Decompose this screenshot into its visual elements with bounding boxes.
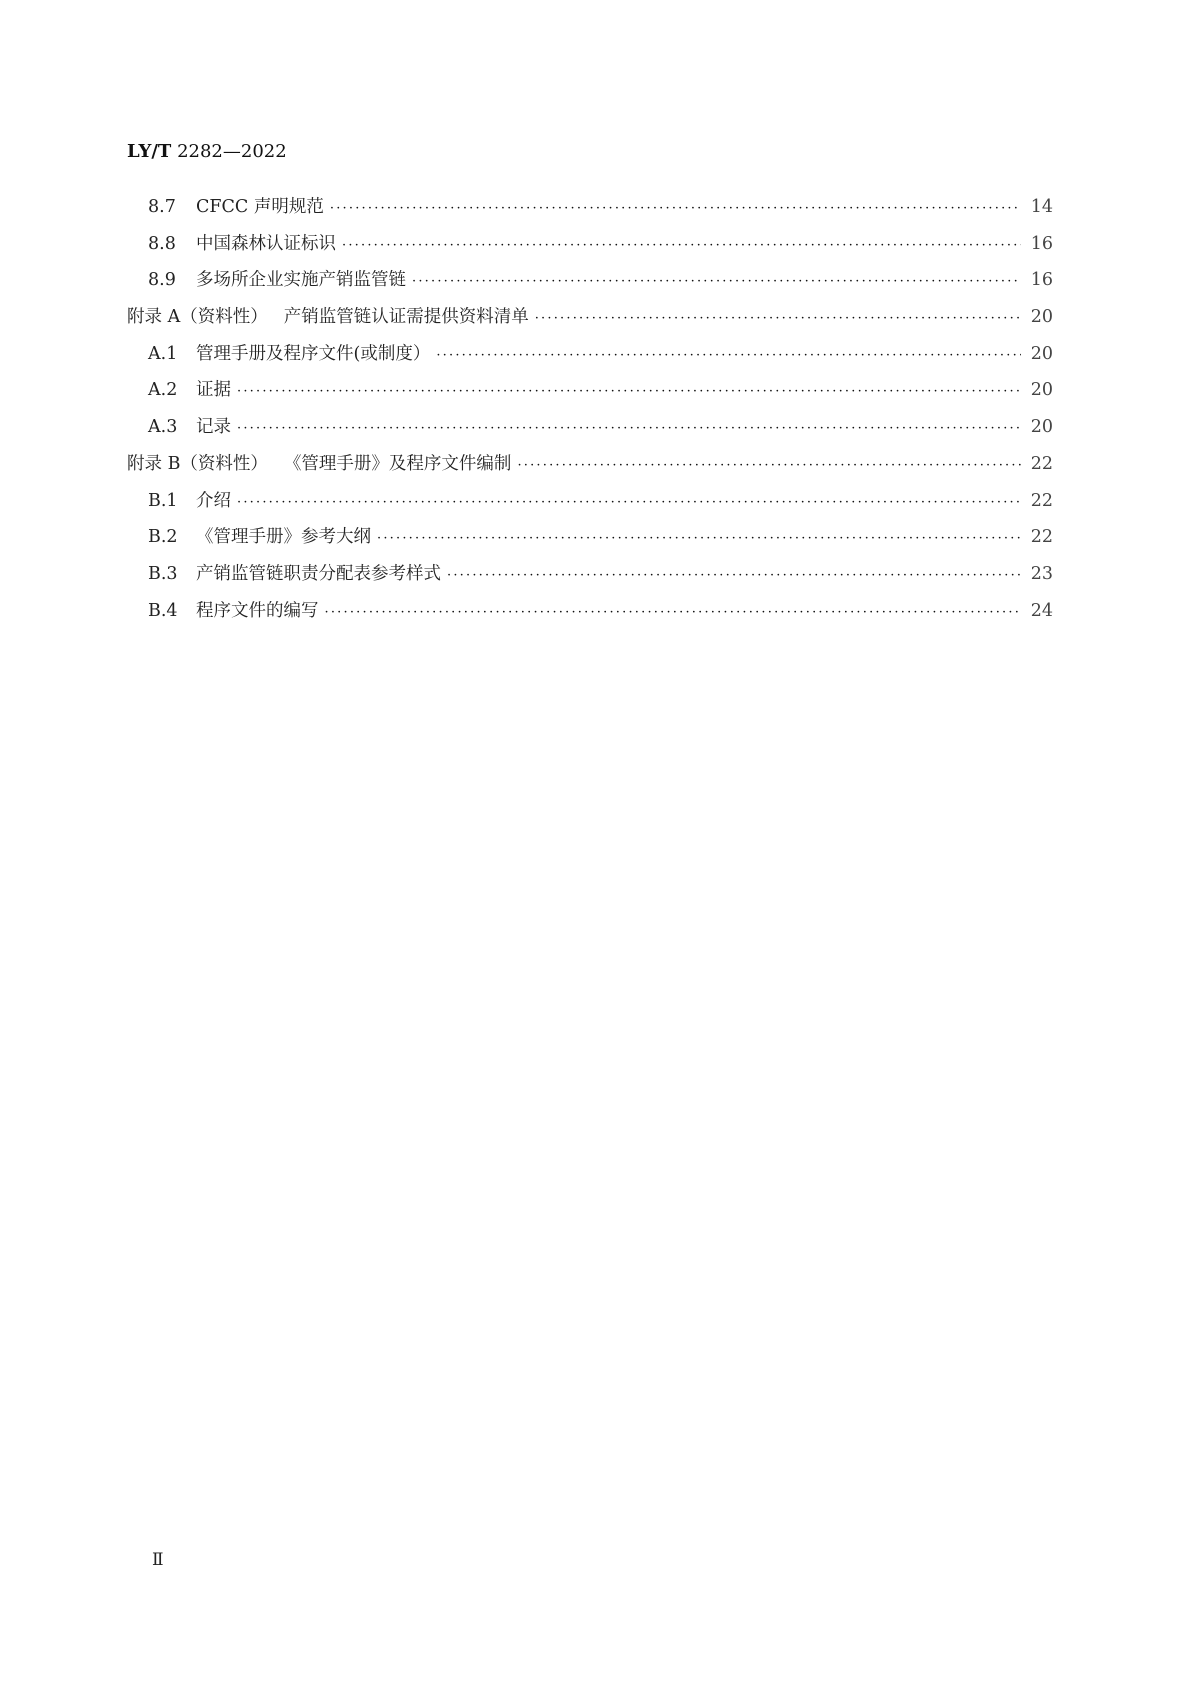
toc-entry-title: 中国森林认证标识 bbox=[196, 233, 336, 254]
toc-entry-number: 8.8 bbox=[148, 233, 176, 254]
toc-entry[interactable] bbox=[127, 413, 1053, 450]
toc-entry-number: 8.9 bbox=[148, 270, 176, 291]
dot-leader bbox=[237, 495, 1021, 510]
dot-leader bbox=[447, 568, 1021, 583]
dot-leader bbox=[342, 238, 1021, 253]
dot-leader bbox=[325, 605, 1022, 620]
toc-entry-number: 附录 A（资料性） bbox=[127, 307, 268, 328]
toc-entry-page: 20 bbox=[1030, 307, 1053, 328]
toc-entry-page: 22 bbox=[1030, 490, 1053, 511]
dot-leader bbox=[377, 531, 1021, 546]
toc-entry-page: 24 bbox=[1030, 600, 1053, 621]
toc-entry-page: 22 bbox=[1030, 527, 1053, 548]
toc-entry[interactable] bbox=[127, 193, 1053, 230]
toc-entry-title: 程序文件的编写 bbox=[196, 600, 319, 621]
toc-entry-page: 20 bbox=[1030, 417, 1053, 438]
dot-leader bbox=[412, 274, 1021, 289]
toc-entry[interactable] bbox=[127, 487, 1053, 524]
dot-leader bbox=[330, 201, 1021, 216]
toc-entry[interactable] bbox=[127, 376, 1053, 413]
toc-entry-number: B.3 bbox=[148, 563, 178, 584]
document-header bbox=[127, 141, 287, 162]
toc-entry-number: B.2 bbox=[148, 527, 178, 548]
toc-entry-page: 22 bbox=[1030, 453, 1053, 474]
standard-code: LY/T bbox=[127, 141, 172, 162]
dot-leader bbox=[237, 384, 1021, 399]
toc-entry-page: 20 bbox=[1030, 380, 1053, 401]
dot-leader bbox=[535, 311, 1021, 326]
toc-entry-page: 16 bbox=[1030, 270, 1053, 291]
toc-entry[interactable] bbox=[127, 523, 1053, 560]
toc-entry[interactable] bbox=[127, 560, 1053, 597]
dot-leader bbox=[517, 458, 1021, 473]
toc-entry-page: 16 bbox=[1030, 233, 1053, 254]
toc-entry[interactable] bbox=[127, 597, 1053, 634]
toc-entry-title: 介绍 bbox=[196, 490, 231, 511]
toc-entry-title: CFCC 声明规范 bbox=[196, 197, 324, 217]
table-of-contents bbox=[127, 193, 1053, 633]
page-number: Ⅱ bbox=[152, 1550, 164, 1570]
standard-number: 2282—2022 bbox=[177, 141, 287, 162]
toc-entry-title: 证据 bbox=[196, 380, 231, 401]
toc-entry-title: 记录 bbox=[196, 417, 231, 438]
toc-entry-title: 《管理手册》及程序文件编制 bbox=[283, 453, 512, 474]
toc-entry[interactable] bbox=[127, 230, 1053, 267]
toc-entry-number: B.1 bbox=[148, 490, 178, 511]
toc-entry-title: 产销监管链认证需提供资料清单 bbox=[283, 307, 529, 328]
toc-entry-title: 产销监管链职责分配表参考样式 bbox=[196, 563, 441, 584]
dot-leader bbox=[436, 348, 1021, 363]
toc-entry-number: B.4 bbox=[148, 600, 178, 621]
toc-entry-title: 管理手册及程序文件(或制度） bbox=[196, 343, 431, 364]
toc-entry-number: A.1 bbox=[148, 343, 178, 364]
toc-entry-number: A.3 bbox=[148, 417, 178, 438]
toc-entry-number: A.2 bbox=[148, 380, 178, 401]
toc-entry-number: 附录 B（资料性） bbox=[127, 453, 268, 474]
toc-entry[interactable] bbox=[127, 450, 1053, 487]
toc-entry-page: 14 bbox=[1030, 197, 1053, 217]
toc-entry-page: 20 bbox=[1030, 343, 1053, 364]
toc-entry-title: 多场所企业实施产销监管链 bbox=[196, 270, 406, 291]
toc-entry-title: 《管理手册》参考大纲 bbox=[196, 527, 371, 548]
dot-leader bbox=[237, 421, 1021, 436]
toc-entry[interactable] bbox=[127, 303, 1053, 340]
toc-entry[interactable] bbox=[127, 266, 1053, 303]
toc-entry-page: 23 bbox=[1030, 563, 1053, 584]
toc-entry[interactable] bbox=[127, 340, 1053, 377]
toc-entry-number: 8.7 bbox=[148, 197, 176, 217]
